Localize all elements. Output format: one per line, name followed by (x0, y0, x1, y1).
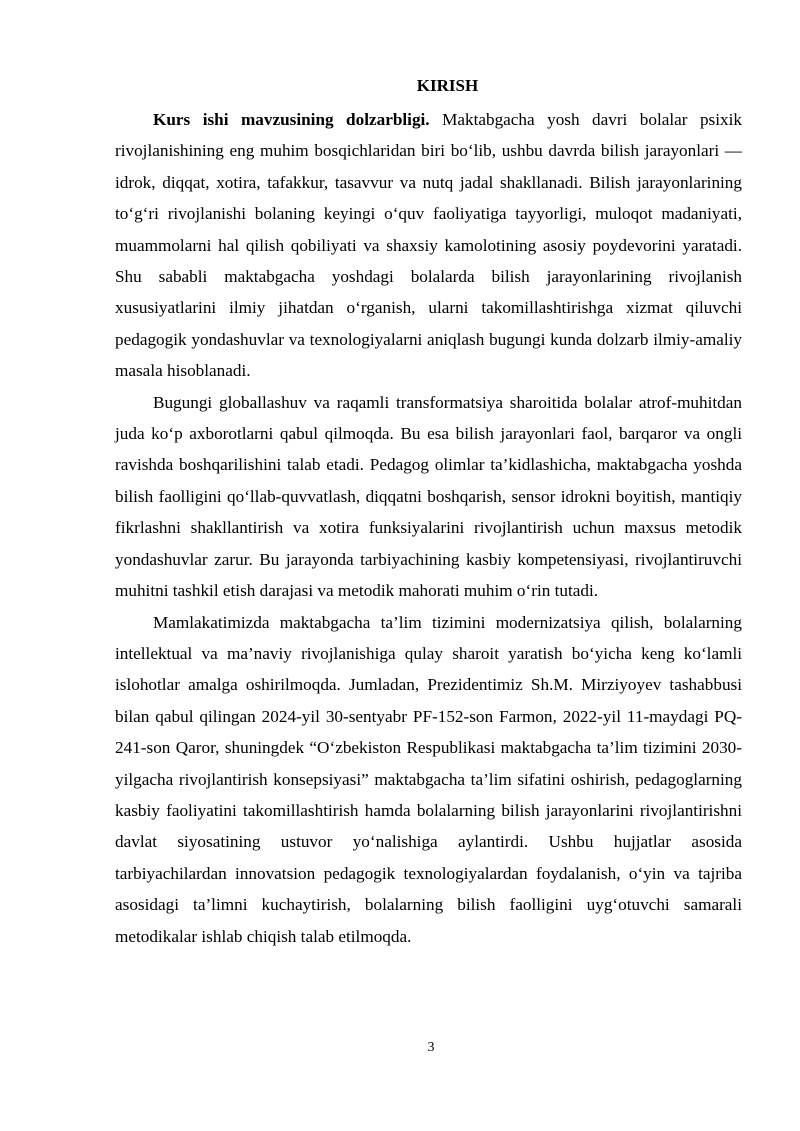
paragraph-3-text: Mamlakatimizda maktabgacha ta’lim tizimini modernizatsiya qilish, bolalarning intellektual va ma’naviy rivojlanishiga qulay sharoit yaratish bo‘yicha keng ko‘lamli islohotlar amalga oshirilmoqda. Jumladan, Prezidentimiz Sh.M. Mirziyoyev tashabbusi bilan qabul qilingan 2024-yil 30-sentyabr PF-152-son Farmon, 2022-yil 11-maydagi PQ-241-son Qaror, shuningdek “O‘zbekiston Respublikasi maktabgacha ta’lim tizimini 2030-yilgacha rivojlantirish konsepsiyasi” maktabgacha ta’lim sifatini oshirish, pedagoglarning kasbiy faoliyatini takomillashtirish hamda bolalarning bilish jarayonlarini rivojlantirishni davlat siyosatining ustuvor yo‘nalishiga aylantirdi. Ushbu hujjatlar asosida tarbiyachilardan innovatsion pedagogik texnologiyalardan foydalanish, o‘yin va tajriba asosidagi ta’limni kuchaytirish, bolalarning bilish faolligini uyg‘otuvchi samarali metodikalar ishlab chiqish talab etilmoqda. (115, 612, 742, 946)
page-content (115, 76, 742, 952)
section-heading: KIRISH (416, 76, 479, 95)
page-number: 3 (427, 1040, 435, 1055)
paragraph-1-lead: Kurs ishi mavzusining dolzarbligi. (153, 110, 430, 129)
paragraph-2 (115, 387, 742, 607)
paragraph-3 (115, 607, 742, 952)
paragraph-1-text: Maktabgacha yosh davri bolalar psixik rivojlanishining eng muhim bosqichlaridan biri bo‘lib, ushbu davrda bilish jarayonlari — idrok, diqqat, xotira, tafakkur, tasavvur va nutq jadal shakllanadi. Bilish jarayonlarining to‘g‘ri rivojlanishi bolaning keyingi o‘quv faoliyatiga tayyorligi, muloqot madaniyati, muammolarni hal qilish qobiliyati va shaxsiy kamolotining asosiy poydevorini yaratadi. Shu sababli maktabgacha yoshdagi bolalarda bilish jarayonlarining rivojlanish xususiyatlarini ilmiy jihatdan o‘rganish, ularni takomillashtirishga xizmat qiluvchi pedagogik yondashuvlar va texnologiyalarni aniqlash bugungi kunda dolzarb ilmiy-amaliy masala hisoblanadi. (115, 110, 742, 381)
paragraph-1 (115, 104, 742, 387)
paragraph-2-text: Bugungi globallashuv va raqamli transformatsiya sharoitida bolalar atrof-muhitdan juda ko‘p axborotlarni qabul qilmoqda. Bu esa bilish jarayonlari faol, barqaror va ongli ravishda boshqarilishini talab etadi. Pedagog olimlar ta’kidlashicha, maktabgacha yoshda bilish faolligini qo‘llab-quvvatlash, diqqatni boshqarish, sensor idrokni boyitish, mantiqiy fikrlashni shakllantirish va xotira funksiyalarini rivojlantirish uchun maxsus metodik yondashuvlar zarur. Bu jarayonda tarbiyachining kasbiy kompetensiyasi, rivojlantiruvchi muhitni tashkil etish darajasi va metodik mahorati muhim o‘rin tutadi. (115, 392, 742, 601)
